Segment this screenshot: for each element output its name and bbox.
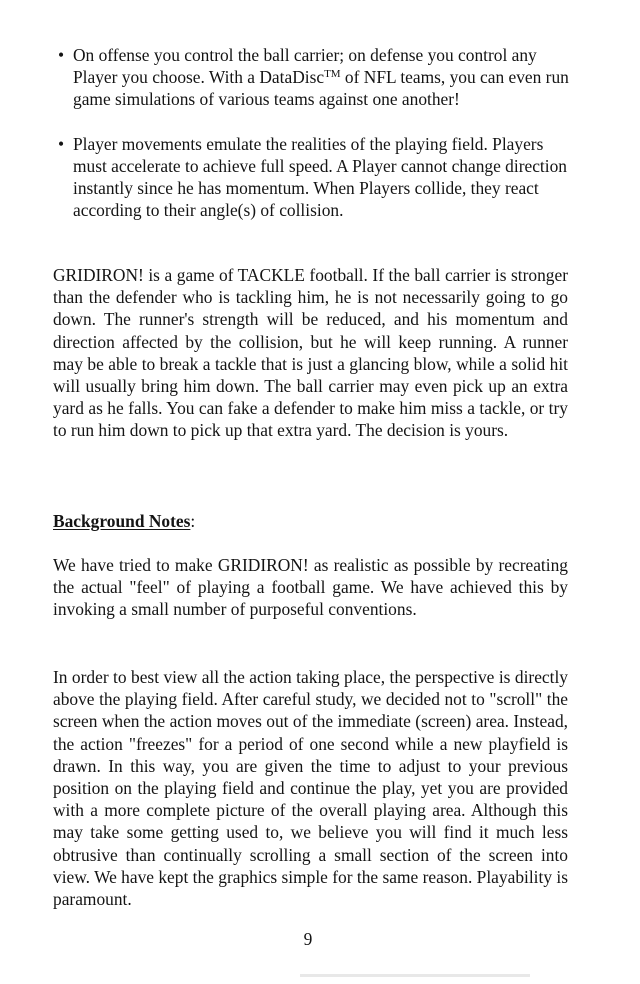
bullet-text-end: of NFL teams, you can even run game simulations of various teams against one another! [73, 67, 569, 110]
page-number: 9 [303, 929, 313, 949]
section-heading [53, 510, 195, 532]
bullet-player-movement [58, 133, 578, 222]
feature-bullet-list [58, 44, 578, 243]
perspective-paragraph: In order to best view all the action taking place, the perspective is directly above the playing field. After careful study, we decided not to "scroll" the screen when the action moves out of the immediate (screen) area. Instead, the action "freezes" for a period of one second while a new playfield is drawn. In this way, you are given the time to adjust to your previous position on the playing field and continue the play, yet you are provided with a more complete picture of the overall playing area. Although this may take some getting used to, we believe you will find it much less obtrusive than continually scrolling a small section of the screen into view. We have kept the graphics simple for the same reason. Playability is paramount. [53, 667, 568, 910]
bullet-offense-defense [58, 44, 578, 111]
section-heading-colon: : [190, 511, 196, 531]
bullet-marker: • [58, 133, 65, 154]
bullet-marker: • [58, 45, 65, 65]
bullet-text: Player movements emulate the realities of the playing field. Players must accelerate to achieve full speed. A Player cannot change direction instantly since he has momentum. When Players collide, they react according to their angle(s) of collision. [73, 133, 567, 221]
realism-paragraph: We have tried to make GRIDIRON! as realistic as possible by recreating the actual "feel" of playing a football game. We have achieved this by invoking a small number of purposeful conventions. [53, 555, 568, 620]
section-heading-text: Background Notes [53, 511, 191, 531]
bullet-text-start: On offense you control the ball carrier; on defense you control any Player you choose. With a DataDisc [73, 45, 537, 88]
tackle-paragraph: GRIDIRON! is a game of TACKLE football. If the ball carrier is stronger than the defender who is tackling him, he is not necessarily going to go down. The runner's strength will be reduced, and his momentum and direction affected by the collision, but he will keep running. A runner may be able to break a tackle that is just a glancing blow, while a solid hit will usually bring him down. The ball carrier may even pick up an extra yard as he falls. You can fake a defender to make him miss a tackle, or try to run him down to pick up that extra yard. The decision is yours. [53, 265, 568, 441]
trademark-superscript: TM [324, 68, 341, 81]
bottom-edge-rule [300, 974, 530, 977]
